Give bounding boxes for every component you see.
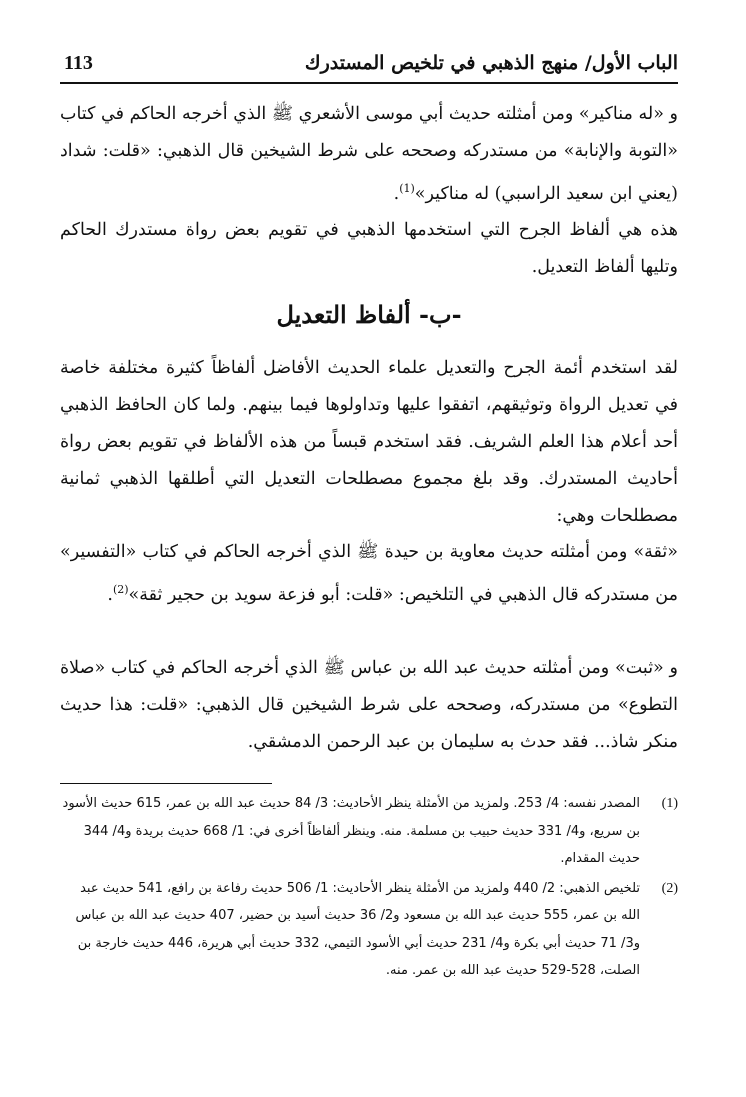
footnote-ref-1: (1) xyxy=(399,182,415,195)
footnotes xyxy=(60,790,678,987)
paragraph-manakir xyxy=(60,96,678,213)
sentence-end: . xyxy=(107,584,113,605)
paragraph-text: و «له مناكير» ومن أمثلته حديث أبي موسى الأشعري ﷺ الذي أخرجه الحاكم في كتاب «التوبة والإنابة» من مستدركه وصححه على شرط الشيخين قال الذهبي: «قلت: شداد (يعني ابن سعيد الراسبي) له مناكير» xyxy=(60,104,678,204)
footnote-text: تلخيص الذهبي: 2/ 440 ولمزيد من الأمثلة ينظر الأحاديث: 1/ 506 حديث رفاعة بن رافع، 541 حديث عبد الله بن عمر، 555 حديث عبد الله بن مسعود و2/ 36 حديث أسيد بن حضير، 407 حديث عبد الله بن عباس و3/ 71 حديث أبي بكرة و4/ 231 حديث أبي الأسود التيمي، 332 حديث أبي هريرة، 446 حديث خارجة بن الصلت، 528-529 حديث عبد الله بن عمر. منه. xyxy=(75,880,640,978)
sentence-end: . xyxy=(393,183,400,204)
footnote-text: المصدر نفسه: 4/ 253. ولمزيد من الأمثلة ينظر الأحاديث: 3/ 84 حديث عبد الله بن عمر، 615 حديث الأسود بن سريع، و4/ 331 حديث حبيب بن مسلمة. منه. وينظر ألفاظاً أخرى في: 1/ 668 حديث بريدة و4/ 344 حديث المقدام. xyxy=(62,796,640,866)
page-number: 113 xyxy=(64,52,93,74)
paragraph-summary: هذه هي ألفاظ الجرح التي استخدمها الذهبي في تقويم بعض رواة مستدرك الحاكم وتليها ألفاظ التعديل. xyxy=(60,220,678,277)
footnote-number: (2) xyxy=(661,880,678,896)
footnote-number: (1) xyxy=(661,796,678,811)
paragraph-thabt: و «ثبت» ومن أمثلته حديث عبد الله بن عباس ﷺ الذي أخرجه الحاكم في كتاب «صلاة التطوع» من مستدركه، وصححه على شرط الشيخين قال الذهبي: «قلت: هذا حديث منكر شاذ... فقد حدث به سليمان بن عبد الرحمن الدمشقي. xyxy=(60,658,678,752)
paragraph-text: «ثقة» ومن أمثلته حديث معاوية بن حيدة ﷺ الذي أخرجه الحاكم في كتاب «التفسير» من مستدركه قال الذهبي في التلخيص: «قلت: أبو فزعة سويد بن حجير ثقة» xyxy=(60,542,678,605)
section-heading: -ب- ألفاظ التعديل xyxy=(276,300,462,329)
footnote-divider xyxy=(60,783,272,784)
footnote-2 xyxy=(60,875,678,985)
paragraph-intro-tadil: لقد استخدم أئمة الجرح والتعديل علماء الحديث الأفاضل ألفاظاً كثيرة مختلفة خاصة في تعديل الرواة وتوثيقهم، اتفقوا عليها وتداولوها فيما بينهم. ولما كان الحافظ الذهبي أحد أعلام هذا العلم الشريف. فقد استخدم قبساً من هذه الألفاظ في تقويم بعض رواة أحاديث المستدرك. وقد بلغ مجموع مصطلحات التعديل التي أطلقها الذهبي ثمانية مصطلحات وهي: xyxy=(60,358,678,526)
running-header xyxy=(60,46,678,84)
header-title: الباب الأول/ منهج الذهبي في تلخيص المستدرك xyxy=(304,52,678,74)
paragraph-thiqa xyxy=(60,534,678,614)
footnote-1 xyxy=(60,790,678,873)
footnote-ref-2: (2) xyxy=(112,583,129,596)
